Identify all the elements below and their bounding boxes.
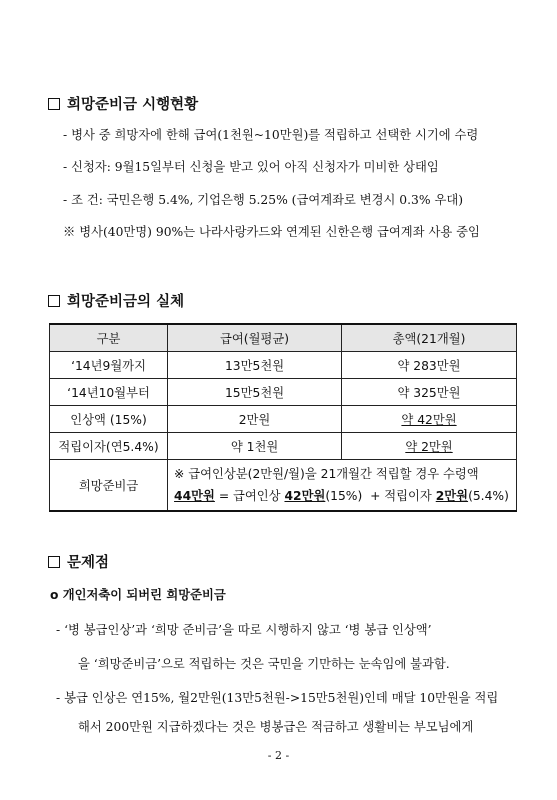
- salary-table: [49, 323, 517, 512]
- square-bullet-icon: [48, 556, 60, 568]
- section-title-status: 희망준비금 시행현황: [48, 93, 198, 114]
- table-header-row: [50, 324, 517, 352]
- summary-note-line2: 44만원 = 급여인상 42만원(15%) + 적립이자 2만원(5.4%): [174, 489, 509, 503]
- body-line: - 병사 중 희망자에 한해 급여(1천원~10만원)를 적립하고 선택한 시기에 수령: [63, 128, 479, 142]
- body-line: - 조 건: 국민은행 5.4%, 기업은행 5.25% (급여계좌로 변경시 0.3% 우대): [63, 193, 464, 207]
- body-line: 을 ‘희망준비금’으로 적립하는 것은 국민을 기만하는 눈속임에 불과함.: [78, 657, 450, 671]
- table-cell: 13만5천원: [168, 352, 342, 379]
- column-header: 총액(21개월): [342, 324, 517, 352]
- section-title-reality: 희망준비금의 실체: [48, 290, 184, 311]
- table-cell-highlight: 약 42만원: [342, 406, 517, 433]
- table-row: [50, 406, 517, 433]
- note-line: ※ 병사(40만명) 90%는 나라사랑카드와 연계된 신한은행 급여계좌 사용 중임: [63, 225, 480, 239]
- table-cell: 약 325만원: [342, 379, 517, 406]
- page-number: - 2 -: [267, 749, 290, 762]
- square-bullet-icon: [48, 98, 60, 110]
- table-cell: 2만원: [168, 406, 342, 433]
- square-bullet-icon: [48, 295, 60, 307]
- table-row: [50, 433, 517, 460]
- body-line: - 신청자: 9월15일부터 신청을 받고 있어 아직 신청자가 미비한 상태임: [63, 160, 439, 174]
- table-row: [50, 352, 517, 379]
- table-cell: 희망준비금: [50, 460, 168, 512]
- table-cell-highlight: 약 2만원: [342, 433, 517, 460]
- table-cell: 약 1천원: [168, 433, 342, 460]
- table-row-summary: [50, 460, 517, 512]
- table-cell: ‘14년9월까지: [50, 352, 168, 379]
- section-title-problems: 문제점: [48, 551, 109, 572]
- table-cell: 적립이자(연5.4%): [50, 433, 168, 460]
- body-line: 해서 200만원 지급하겠다는 것은 병봉급은 적금하고 생활비는 부모님에게: [78, 720, 474, 734]
- table-cell: 인상액 (15%): [50, 406, 168, 433]
- column-header: 급여(월평균): [168, 324, 342, 352]
- table-row: [50, 379, 517, 406]
- summary-note-cell: [168, 460, 517, 512]
- body-line: - 봉급 인상은 연15%, 월2만원(13만5천원->15만5천원)인데 매달 10만원을 적립: [56, 691, 499, 705]
- table-cell: 15만5천원: [168, 379, 342, 406]
- summary-note-line1: ※ 급여인상분(2만원/월)을 21개월간 적립할 경우 수령액: [174, 467, 479, 481]
- subsection-heading: o 개인저축이 되버린 희망준비금: [50, 588, 226, 602]
- body-line: - ‘병 봉급인상’과 ‘희망 준비금’을 따로 시행하지 않고 ‘병 봉급 인상액’: [56, 623, 432, 637]
- table-cell: ‘14년10월부터: [50, 379, 168, 406]
- column-header: 구분: [50, 324, 168, 352]
- table-cell: 약 283만원: [342, 352, 517, 379]
